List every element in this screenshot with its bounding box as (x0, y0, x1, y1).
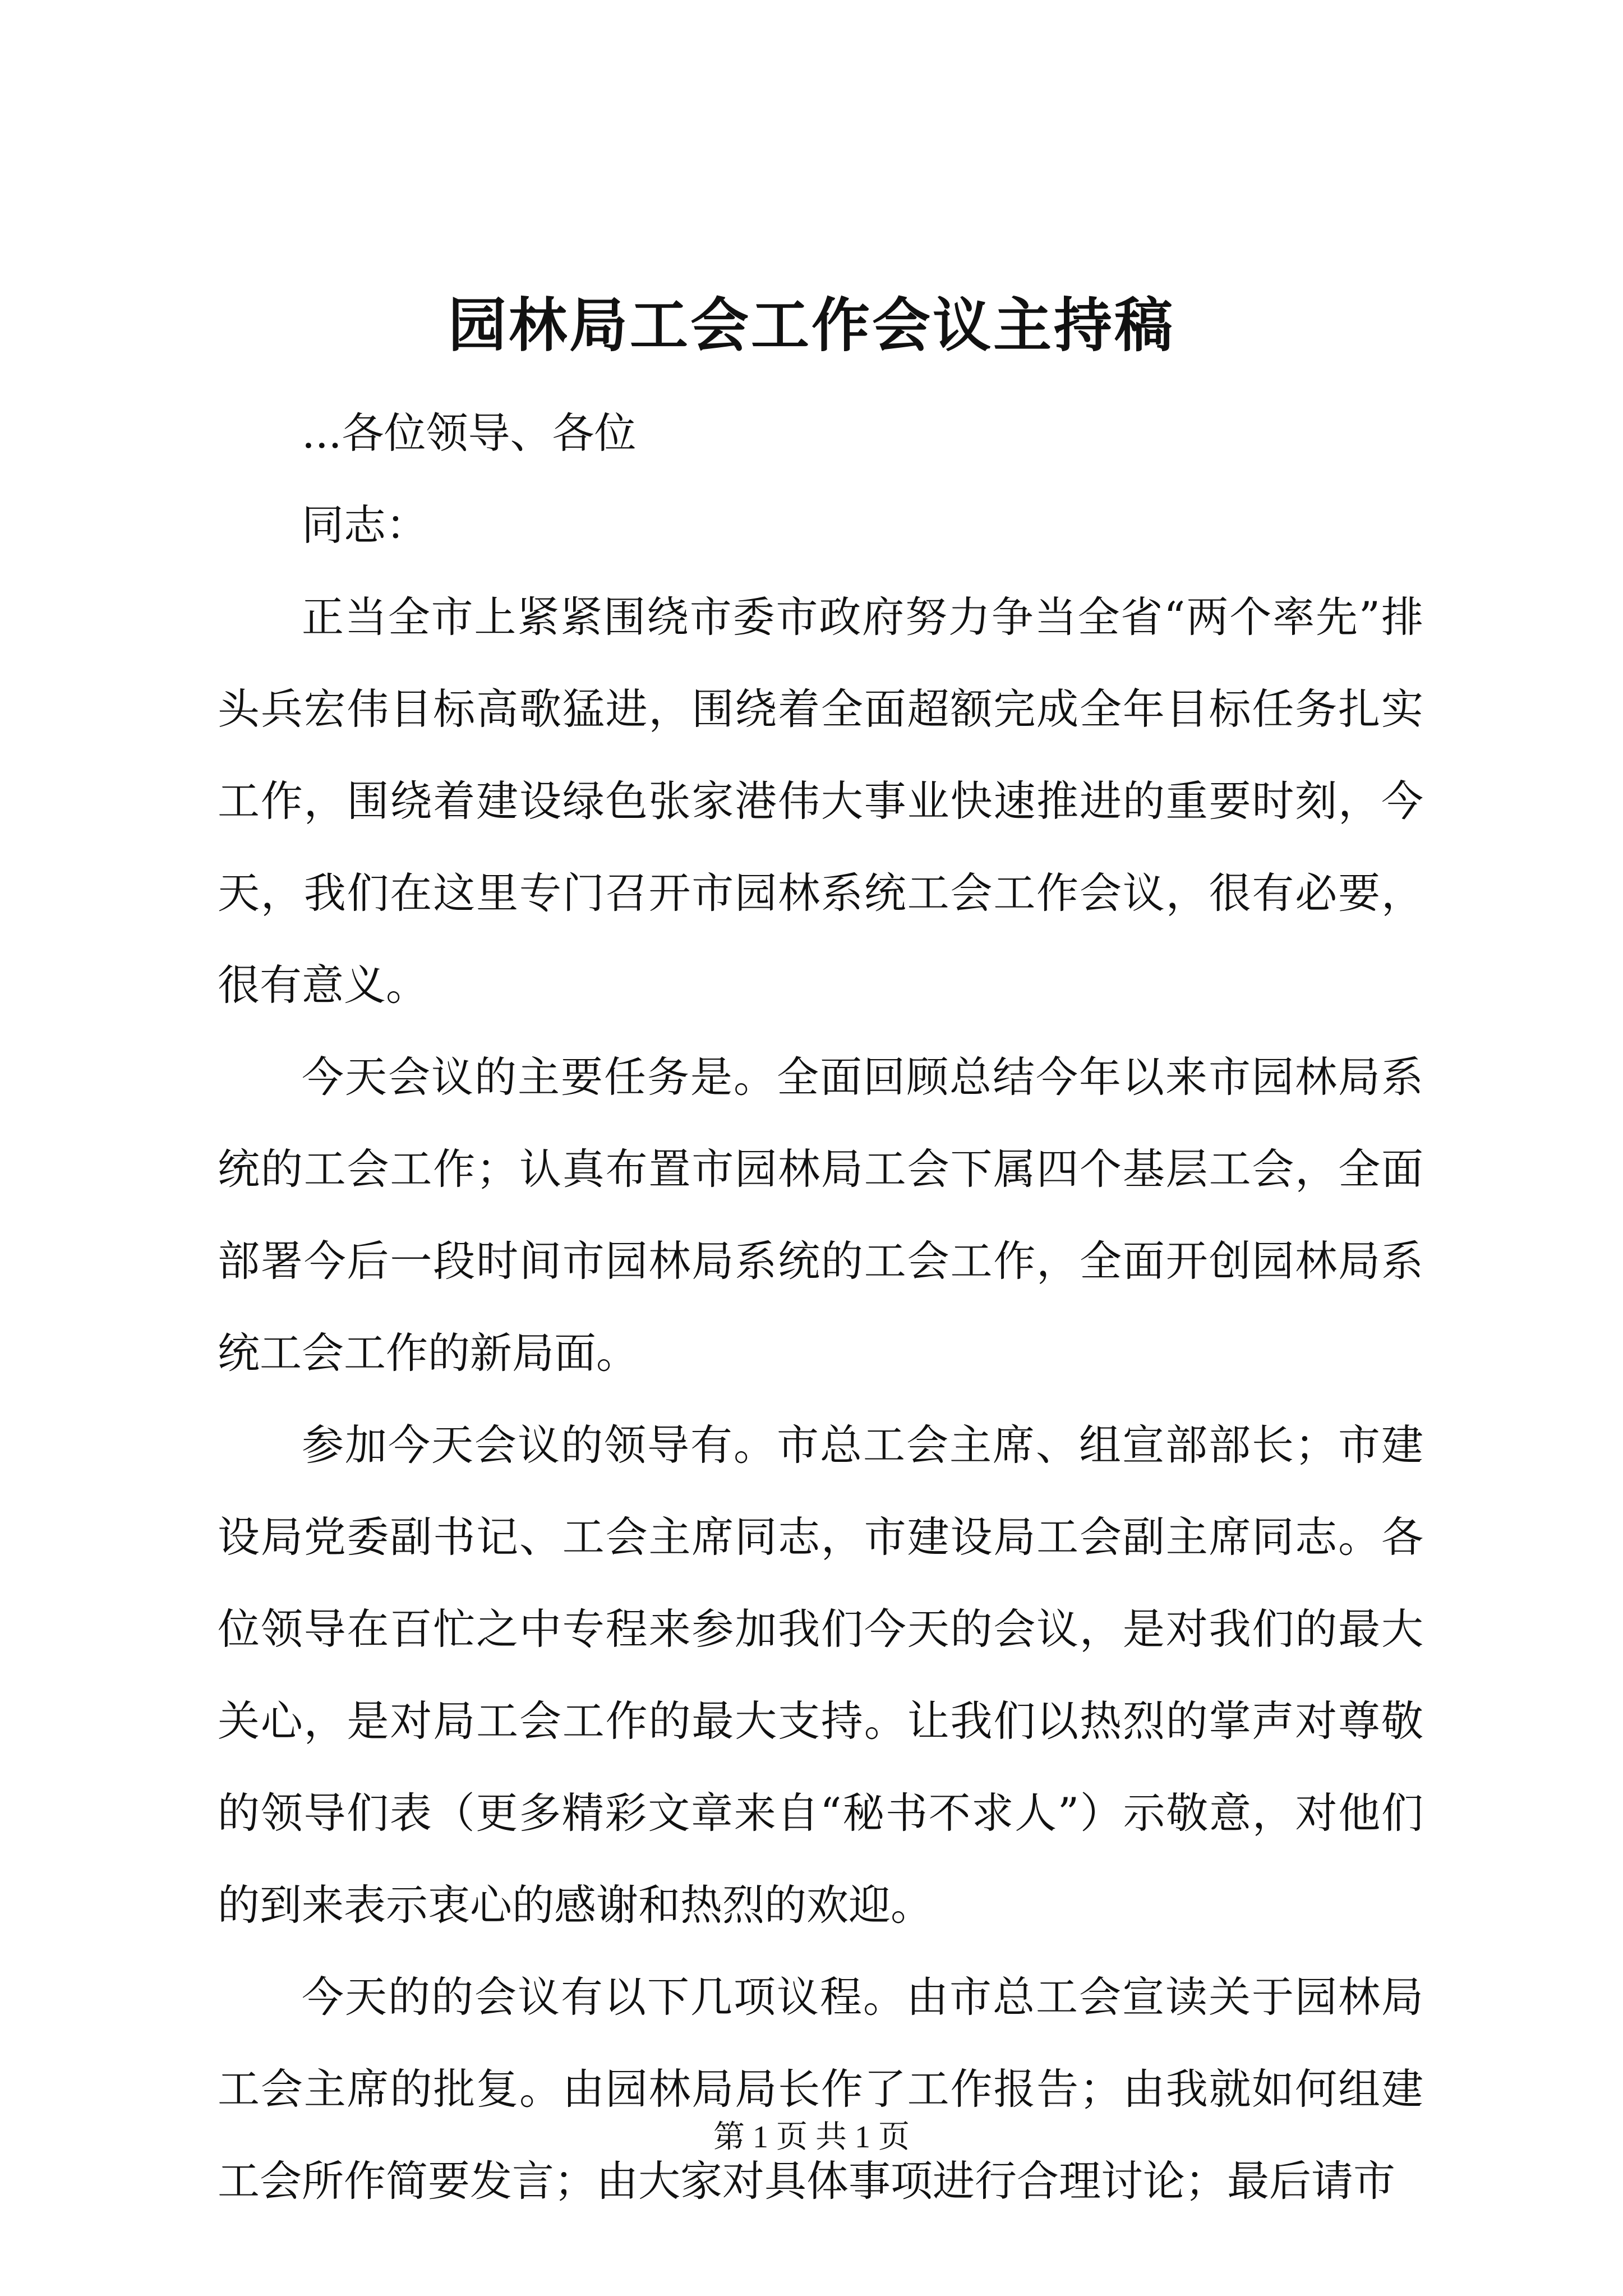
paragraph-attending-leaders: 参加今天会议的领导有。市总工会主席、组宣部部长；市建设局党委副书记、工会主席同志，市建设局工会副主席同志。各位领导在百忙之中专程来参加我们今天的会议，是对我们的最大关心，是对局工会工作的最大支持。让我们以热烈的掌声对尊敬的领导们表（更多精彩文章来自“秘书不求人”）示敬意，对他们的到来表示衷心的感谢和热烈的欢迎。 (218, 1420, 1423, 1930)
page-footer: 第 1 页 共 1 页 (713, 2120, 910, 2155)
paragraph-agenda: 今天的的会议有以下几项议程。由市总工会宣读关于园林局工会主席的批复。由园林局局长作了工作报告；由我就如何组建工会所作简要发言；由大家对具体事项进行合理讨论；最后请市 (218, 1972, 1423, 2206)
paragraph-salutation: 同志： (302, 500, 428, 550)
document-body (218, 387, 1423, 2227)
paragraph-opening: 正当全市上紧紧围绕市委市政府努力争当全省“两个率先”排头兵宏伟目标高歌猛进，围绕着全面超额完成全年目标任务扎实工作，围绕着建设绿色张家港伟大事业快速推进的重要时刻，今天，我们在这里专门召开市园林系统工会工作会议，很有必要，很有意义。 (218, 592, 1423, 1010)
paragraph-greeting: ...各位领导、各位 (302, 408, 637, 458)
paragraph-main-tasks: 今天会议的主要任务是。全面回顾总结今年以来市园林局系统的工会工作；认真布置市园林局工会下属四个基层工会，全面部署今后一段时间市园林局系统的工会工作，全面开创园林局系统工会工作的新局面。 (218, 1052, 1423, 1378)
document-title: 园林局工会工作会议主持稿 (448, 291, 1175, 360)
